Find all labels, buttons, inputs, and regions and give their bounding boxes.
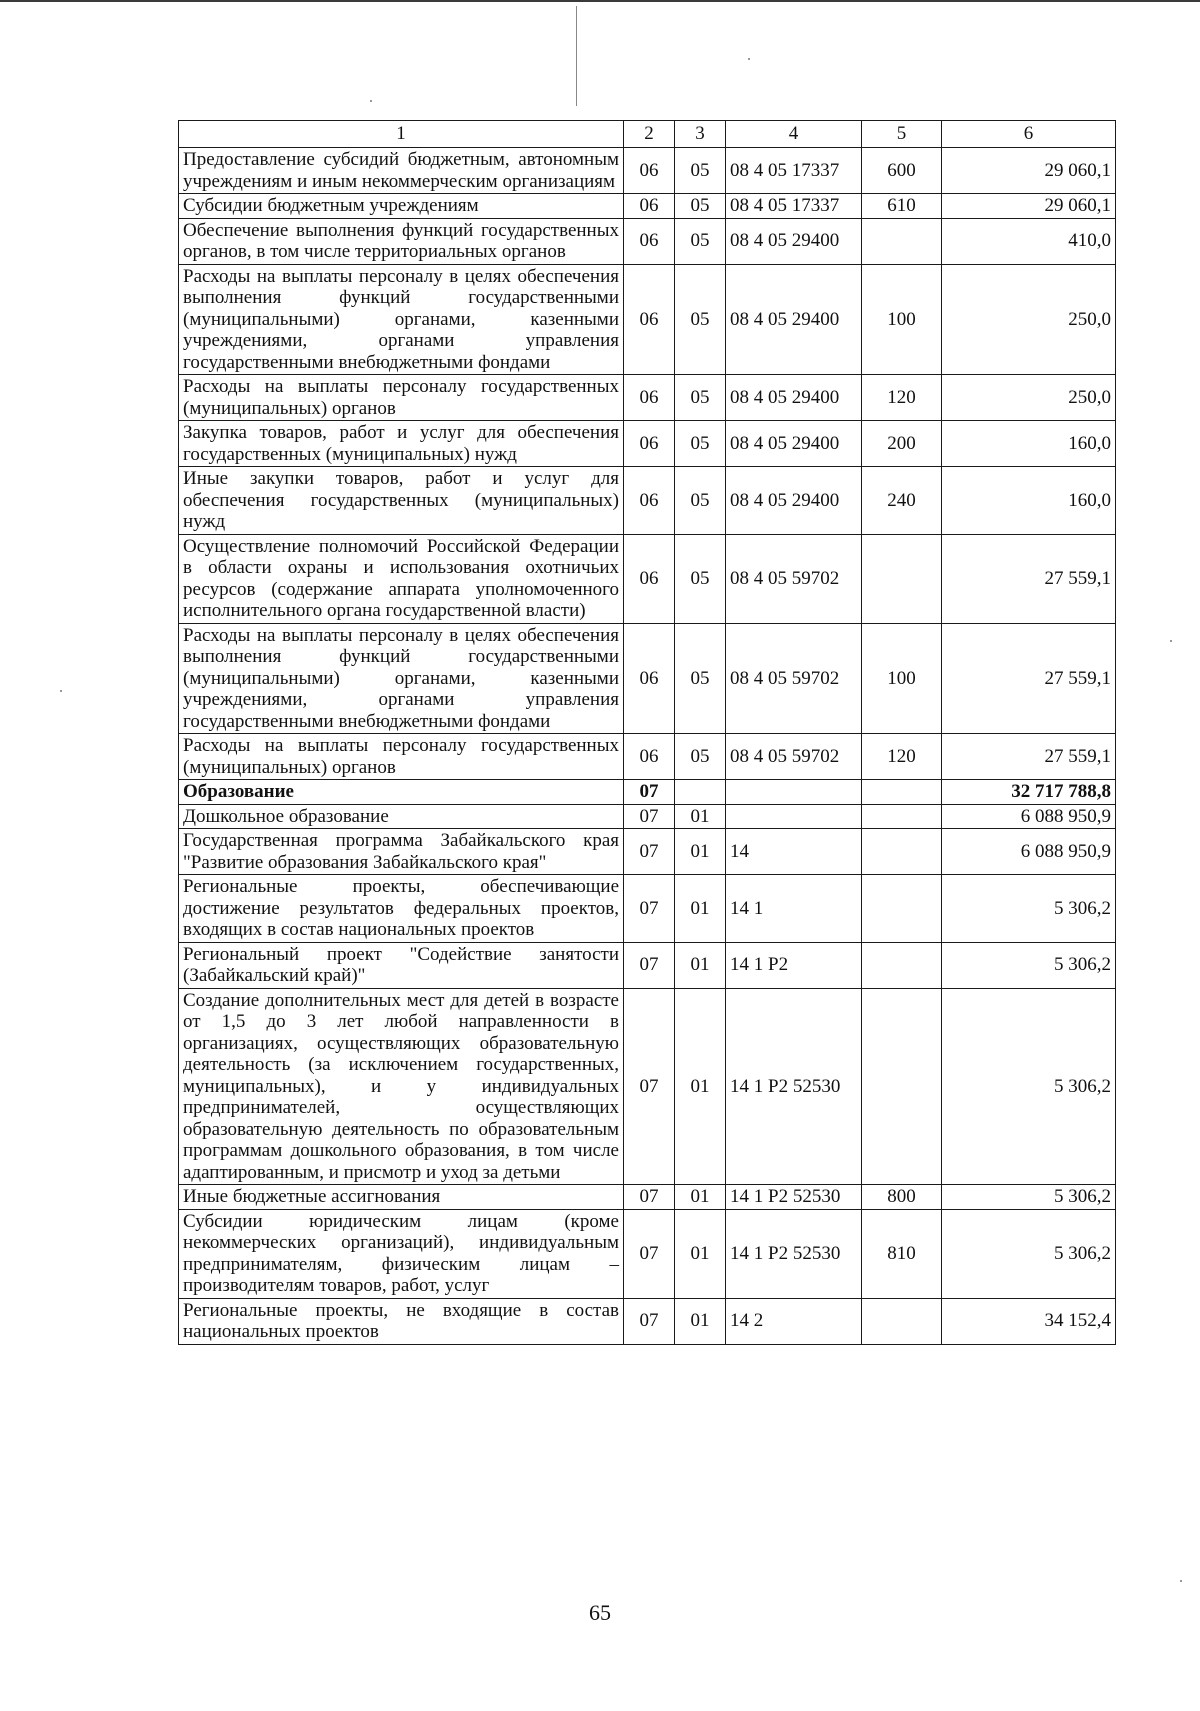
section-code-cell: 06 (624, 467, 675, 535)
table-row (179, 218, 1116, 264)
table-row (179, 148, 1116, 194)
target-article-cell: 08 4 05 17337 (726, 194, 862, 219)
table-row (179, 1209, 1116, 1298)
expense-type-cell (862, 942, 942, 988)
amount-cell: 250,0 (942, 264, 1116, 375)
row-name-cell: Иные закупки товаров, работ и услуг для обеспечения государственных (муниципальных) нужд (179, 467, 624, 535)
expense-type-cell: 600 (862, 148, 942, 194)
section-code-cell: 06 (624, 194, 675, 219)
subsection-code-cell (675, 780, 726, 805)
section-code-cell: 06 (624, 623, 675, 734)
row-name-cell: Региональные проекты, не входящие в состав национальных проектов (179, 1298, 624, 1344)
row-name-cell: Обеспечение выполнения функций государственных органов, в том числе территориальных органов (179, 218, 624, 264)
scan-speck (60, 690, 62, 692)
expense-type-cell (862, 1298, 942, 1344)
amount-cell: 5 306,2 (942, 1209, 1116, 1298)
row-name-cell: Создание дополнительных мест для детей в возрасте от 1,5 до 3 лет любой направленности в организациях, осуществляющих образовательную деятельность (за исключением государственных, муниципальных), и у индивидуальных предпринимателей, осуществляющих образовательную деятельность по образовательным программам дошкольного образования, в том числе адаптированным, и присмотр и уход за детьми (179, 988, 624, 1185)
target-article-cell: 14 2 (726, 1298, 862, 1344)
section-code-cell: 06 (624, 218, 675, 264)
column-number-1: 1 (179, 121, 624, 148)
row-name-cell: Субсидии юридическим лицам (кроме некоммерческих организаций), индивидуальным предпринимателям, физическим лицам – производителям товаров, работ, услуг (179, 1209, 624, 1298)
amount-cell: 34 152,4 (942, 1298, 1116, 1344)
subsection-code-cell: 01 (675, 1298, 726, 1344)
scan-speck (1170, 640, 1172, 642)
amount-cell: 6 088 950,9 (942, 829, 1116, 875)
section-code-cell: 07 (624, 1298, 675, 1344)
expense-type-cell: 120 (862, 734, 942, 780)
subsection-code-cell: 05 (675, 534, 726, 623)
table-row (179, 1185, 1116, 1210)
expense-type-cell (862, 988, 942, 1185)
subsection-code-cell: 05 (675, 264, 726, 375)
expense-type-cell (862, 829, 942, 875)
section-code-cell: 07 (624, 875, 675, 943)
expense-type-cell (862, 780, 942, 805)
row-name-cell: Региональный проект "Содействие занятости (Забайкальский край)" (179, 942, 624, 988)
expense-type-cell: 800 (862, 1185, 942, 1210)
target-article-cell: 08 4 05 59702 (726, 534, 862, 623)
expense-type-cell: 200 (862, 421, 942, 467)
amount-cell: 6 088 950,9 (942, 804, 1116, 829)
row-name-cell: Государственная программа Забайкальского края "Развитие образования Забайкальского края" (179, 829, 624, 875)
subsection-code-cell: 05 (675, 194, 726, 219)
scan-speck (370, 100, 372, 102)
scan-crease (576, 6, 577, 106)
column-number-3: 3 (675, 121, 726, 148)
table-row (179, 534, 1116, 623)
target-article-cell: 14 1 P2 52530 (726, 988, 862, 1185)
expense-type-cell: 240 (862, 467, 942, 535)
expense-type-cell (862, 218, 942, 264)
row-name-cell: Расходы на выплаты персоналу в целях обеспечения выполнения функций государственными (муниципальными) органами, казенными учреждениями, органами управления государственными внебюджетными фондами (179, 264, 624, 375)
subsection-code-cell: 01 (675, 829, 726, 875)
target-article-cell: 08 4 05 59702 (726, 623, 862, 734)
subsection-code-cell: 05 (675, 734, 726, 780)
expense-type-cell: 100 (862, 623, 942, 734)
target-article-cell: 08 4 05 29400 (726, 467, 862, 535)
section-code-cell: 06 (624, 375, 675, 421)
column-number-6: 6 (942, 121, 1116, 148)
amount-cell: 5 306,2 (942, 988, 1116, 1185)
amount-cell: 29 060,1 (942, 148, 1116, 194)
column-number-row (179, 121, 1116, 148)
expense-type-cell: 120 (862, 375, 942, 421)
amount-cell: 160,0 (942, 467, 1116, 535)
table-row (179, 875, 1116, 943)
subsection-code-cell: 01 (675, 875, 726, 943)
subsection-code-cell: 05 (675, 467, 726, 535)
expense-type-cell: 810 (862, 1209, 942, 1298)
target-article-cell: 08 4 05 29400 (726, 375, 862, 421)
amount-cell: 410,0 (942, 218, 1116, 264)
target-article-cell (726, 780, 862, 805)
table-row (179, 804, 1116, 829)
section-code-cell: 06 (624, 264, 675, 375)
subsection-code-cell: 01 (675, 1209, 726, 1298)
section-code-cell: 06 (624, 148, 675, 194)
amount-cell: 27 559,1 (942, 534, 1116, 623)
amount-cell: 29 060,1 (942, 194, 1116, 219)
target-article-cell: 08 4 05 59702 (726, 734, 862, 780)
target-article-cell: 08 4 05 29400 (726, 264, 862, 375)
section-code-cell: 06 (624, 534, 675, 623)
table-row (179, 623, 1116, 734)
table-row (179, 375, 1116, 421)
row-name-cell: Расходы на выплаты персоналу государственных (муниципальных) органов (179, 375, 624, 421)
row-name-cell: Осуществление полномочий Российской Федерации в области охраны и использования охотничьих ресурсов (содержание аппарата уполномоченного исполнительного органа государственной власти) (179, 534, 624, 623)
section-code-cell: 06 (624, 421, 675, 467)
row-name-cell: Закупка товаров, работ и услуг для обеспечения государственных (муниципальных) нужд (179, 421, 624, 467)
target-article-cell: 14 (726, 829, 862, 875)
section-code-cell: 07 (624, 988, 675, 1185)
section-code-cell: 07 (624, 804, 675, 829)
section-code-cell: 07 (624, 1209, 675, 1298)
amount-cell: 5 306,2 (942, 1185, 1116, 1210)
section-code-cell: 07 (624, 829, 675, 875)
target-article-cell: 14 1 (726, 875, 862, 943)
table-row (179, 829, 1116, 875)
column-number-2: 2 (624, 121, 675, 148)
target-article-cell: 14 1 P2 52530 (726, 1185, 862, 1210)
target-article-cell (726, 804, 862, 829)
row-name-cell: Расходы на выплаты персоналу в целях обеспечения выполнения функций государственными (муниципальными) органами, казенными учреждениями, органами управления государственными внебюджетными фондами (179, 623, 624, 734)
table-row (179, 1298, 1116, 1344)
amount-cell: 27 559,1 (942, 734, 1116, 780)
table-row (179, 421, 1116, 467)
subsection-code-cell: 05 (675, 421, 726, 467)
amount-cell: 27 559,1 (942, 623, 1116, 734)
expense-type-cell: 100 (862, 264, 942, 375)
row-name-cell: Дошкольное образование (179, 804, 624, 829)
section-code-cell: 07 (624, 1185, 675, 1210)
expense-type-cell: 610 (862, 194, 942, 219)
subsection-code-cell: 05 (675, 148, 726, 194)
expense-type-cell (862, 875, 942, 943)
amount-cell: 5 306,2 (942, 942, 1116, 988)
subsection-code-cell: 05 (675, 218, 726, 264)
amount-cell: 32 717 788,8 (942, 780, 1116, 805)
subsection-code-cell: 05 (675, 623, 726, 734)
row-name-cell: Предоставление субсидий бюджетным, автономным учреждениям и иным некоммерческим организациям (179, 148, 624, 194)
table-row (179, 264, 1116, 375)
row-name-cell: Расходы на выплаты персоналу государственных (муниципальных) органов (179, 734, 624, 780)
subsection-code-cell: 05 (675, 375, 726, 421)
target-article-cell: 08 4 05 29400 (726, 218, 862, 264)
section-code-cell: 06 (624, 734, 675, 780)
scan-speck (1180, 1580, 1182, 1582)
subsection-code-cell: 01 (675, 1185, 726, 1210)
row-name-cell: Образование (179, 780, 624, 805)
amount-cell: 5 306,2 (942, 875, 1116, 943)
row-name-cell: Субсидии бюджетным учреждениям (179, 194, 624, 219)
row-name-cell: Иные бюджетные ассигнования (179, 1185, 624, 1210)
subsection-code-cell: 01 (675, 988, 726, 1185)
expense-type-cell (862, 534, 942, 623)
section-code-cell: 07 (624, 780, 675, 805)
amount-cell: 160,0 (942, 421, 1116, 467)
target-article-cell: 08 4 05 17337 (726, 148, 862, 194)
table-row (179, 194, 1116, 219)
table-row (179, 942, 1116, 988)
scan-top-edge (0, 0, 1200, 2)
scan-speck (748, 58, 750, 60)
expense-type-cell (862, 804, 942, 829)
table-row (179, 780, 1116, 805)
row-name-cell: Региональные проекты, обеспечивающие достижение результатов федеральных проектов, входящих в состав национальных проектов (179, 875, 624, 943)
target-article-cell: 14 1 P2 52530 (726, 1209, 862, 1298)
column-number-4: 4 (726, 121, 862, 148)
table-row (179, 988, 1116, 1185)
budget-table (178, 120, 1116, 1345)
page-number: 65 (589, 1600, 611, 1625)
table-row (179, 467, 1116, 535)
subsection-code-cell: 01 (675, 804, 726, 829)
table-row (179, 734, 1116, 780)
target-article-cell: 14 1 P2 (726, 942, 862, 988)
section-code-cell: 07 (624, 942, 675, 988)
subsection-code-cell: 01 (675, 942, 726, 988)
target-article-cell: 08 4 05 29400 (726, 421, 862, 467)
budget-table-body (179, 121, 1116, 1345)
column-number-5: 5 (862, 121, 942, 148)
amount-cell: 250,0 (942, 375, 1116, 421)
